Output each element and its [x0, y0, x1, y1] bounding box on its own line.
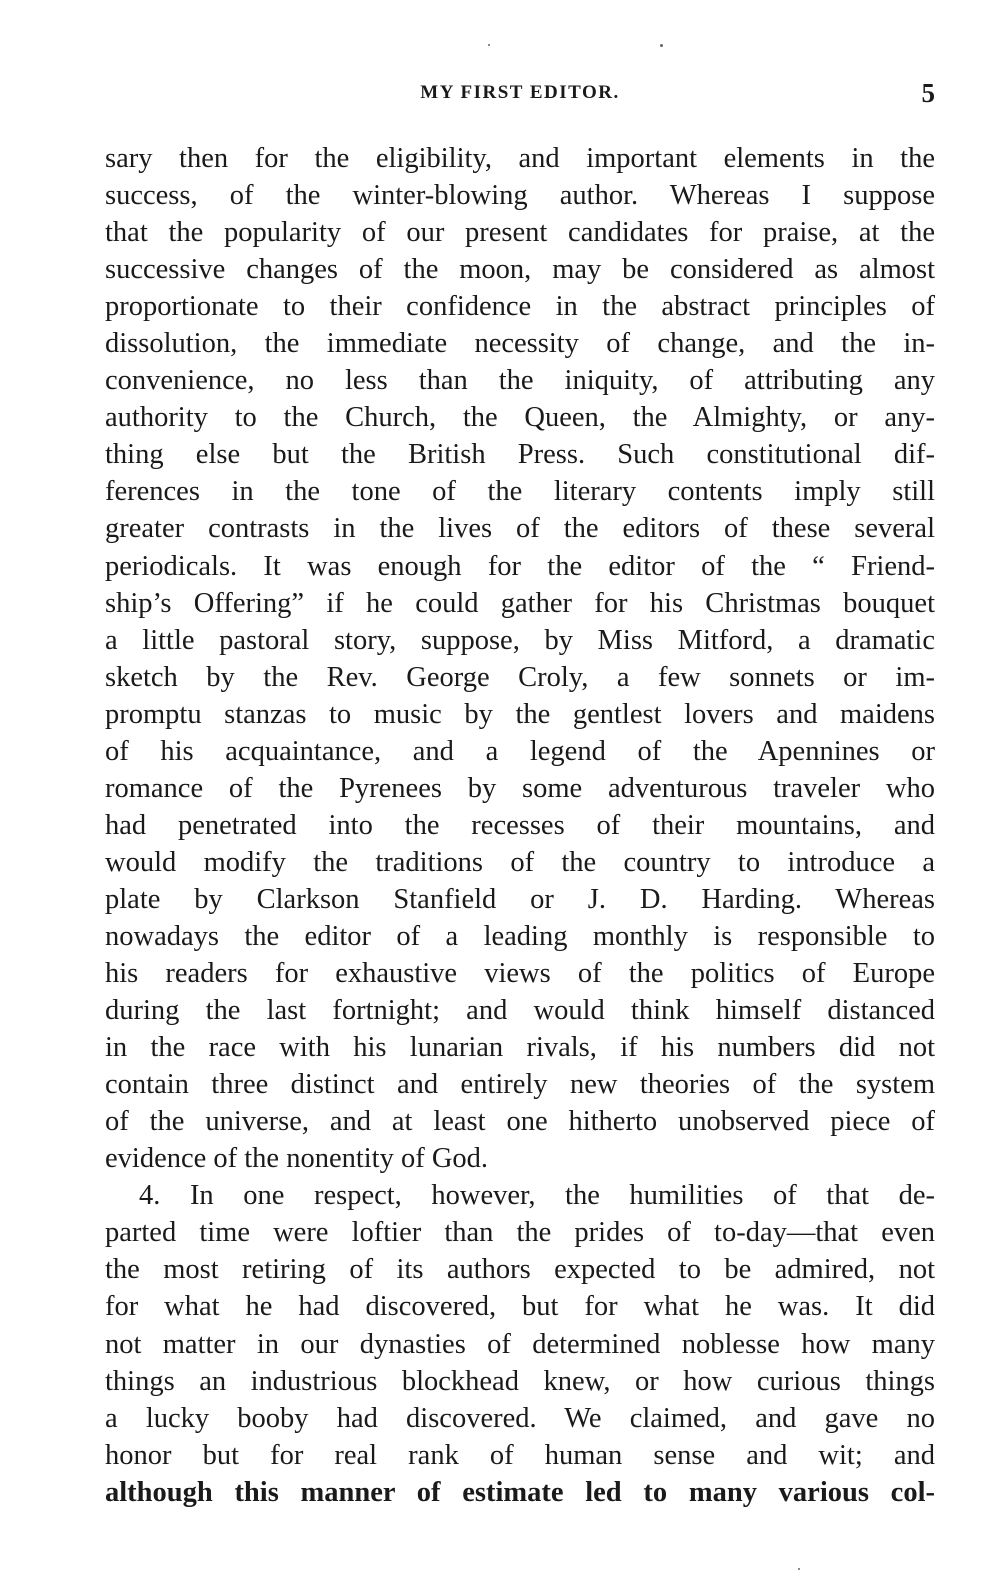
paragraph-start-line: 4. In one respect, however, the humilities of that de-	[139, 1180, 935, 1212]
text-line: things an industrious blockhead knew, or how curious things	[105, 1365, 935, 1397]
text-line: ship’s Offering” if he could gather for his Christmas bouquet	[105, 587, 935, 619]
text-line: would modify the traditions of the country to introduce a	[105, 846, 935, 878]
text-line: although this manner of estimate led to many various col-	[105, 1476, 935, 1508]
text-line: promptu stanzas to music by the gentlest lovers and maidens	[105, 698, 935, 730]
text-line: periodicals. It was enough for the editor of the “ Friend-	[105, 550, 935, 582]
text-line: plate by Clarkson Stanfield or J. D. Harding. Whereas	[105, 883, 935, 915]
text-line: authority to the Church, the Queen, the Almighty, or any-	[105, 402, 935, 434]
text-line: greater contrasts in the lives of the editors of these several	[105, 513, 935, 545]
text-line: a little pastoral story, suppose, by Miss Mitford, a dramatic	[105, 624, 935, 656]
scan-speck	[798, 1568, 800, 1570]
text-line: success, of the winter-blowing author. Whereas I suppose	[105, 180, 935, 212]
text-line: in the race with his lunarian rivals, if his numbers did not	[105, 1032, 935, 1064]
text-line: ferences in the tone of the literary contents imply still	[105, 476, 935, 508]
running-head	[105, 78, 935, 108]
text-line: a lucky booby had discovered. We claimed, and gave no	[105, 1402, 935, 1434]
text-line: not matter in our dynasties of determined noblesse how many	[105, 1328, 935, 1360]
running-title: MY FIRST EDITOR.	[420, 82, 620, 103]
text-line: that the popularity of our present candidates for praise, at the	[105, 217, 935, 249]
text-line: convenience, no less than the iniquity, of attributing any	[105, 365, 935, 397]
text-line: for what he had discovered, but for what he was. It did	[105, 1291, 935, 1323]
body-text	[105, 140, 935, 1511]
text-line: romance of the Pyrenees by some adventurous traveler who	[105, 772, 935, 804]
page-number: 5	[921, 78, 935, 108]
text-line: the most retiring of its authors expected to be admired, not	[105, 1254, 935, 1286]
scan-speck	[488, 44, 490, 46]
text-line: contain three distinct and entirely new theories of the system	[105, 1069, 935, 1101]
paragraph-end-line: evidence of the nonentity of God.	[105, 1143, 489, 1175]
text-line: sary then for the eligibility, and important elements in the	[105, 143, 935, 174]
text-line: nowadays the editor of a leading monthly is responsible to	[105, 920, 935, 952]
text-line: had penetrated into the recesses of their mountains, and	[105, 809, 935, 841]
text-line: honor but for real rank of human sense and wit; and	[105, 1439, 935, 1471]
text-line: of his acquaintance, and a legend of the Apennines or	[105, 735, 935, 767]
text-line: his readers for exhaustive views of the politics of Europe	[105, 958, 935, 990]
text-line: thing else but the British Press. Such constitutional dif-	[105, 439, 935, 471]
scan-speck	[660, 44, 663, 47]
text-line: of the universe, and at least one hitherto unobserved piece of	[105, 1106, 935, 1138]
text-line: successive changes of the moon, may be considered as almost	[105, 254, 935, 286]
text-line: proportionate to their confidence in the abstract principles of	[105, 291, 935, 323]
text-line: during the last fortnight; and would think himself distanced	[105, 995, 935, 1027]
text-line: dissolution, the immediate necessity of change, and the in-	[105, 328, 935, 360]
text-line: sketch by the Rev. George Croly, a few sonnets or im-	[105, 661, 935, 693]
text-line: parted time were loftier than the prides of to-day—that even	[105, 1217, 935, 1249]
